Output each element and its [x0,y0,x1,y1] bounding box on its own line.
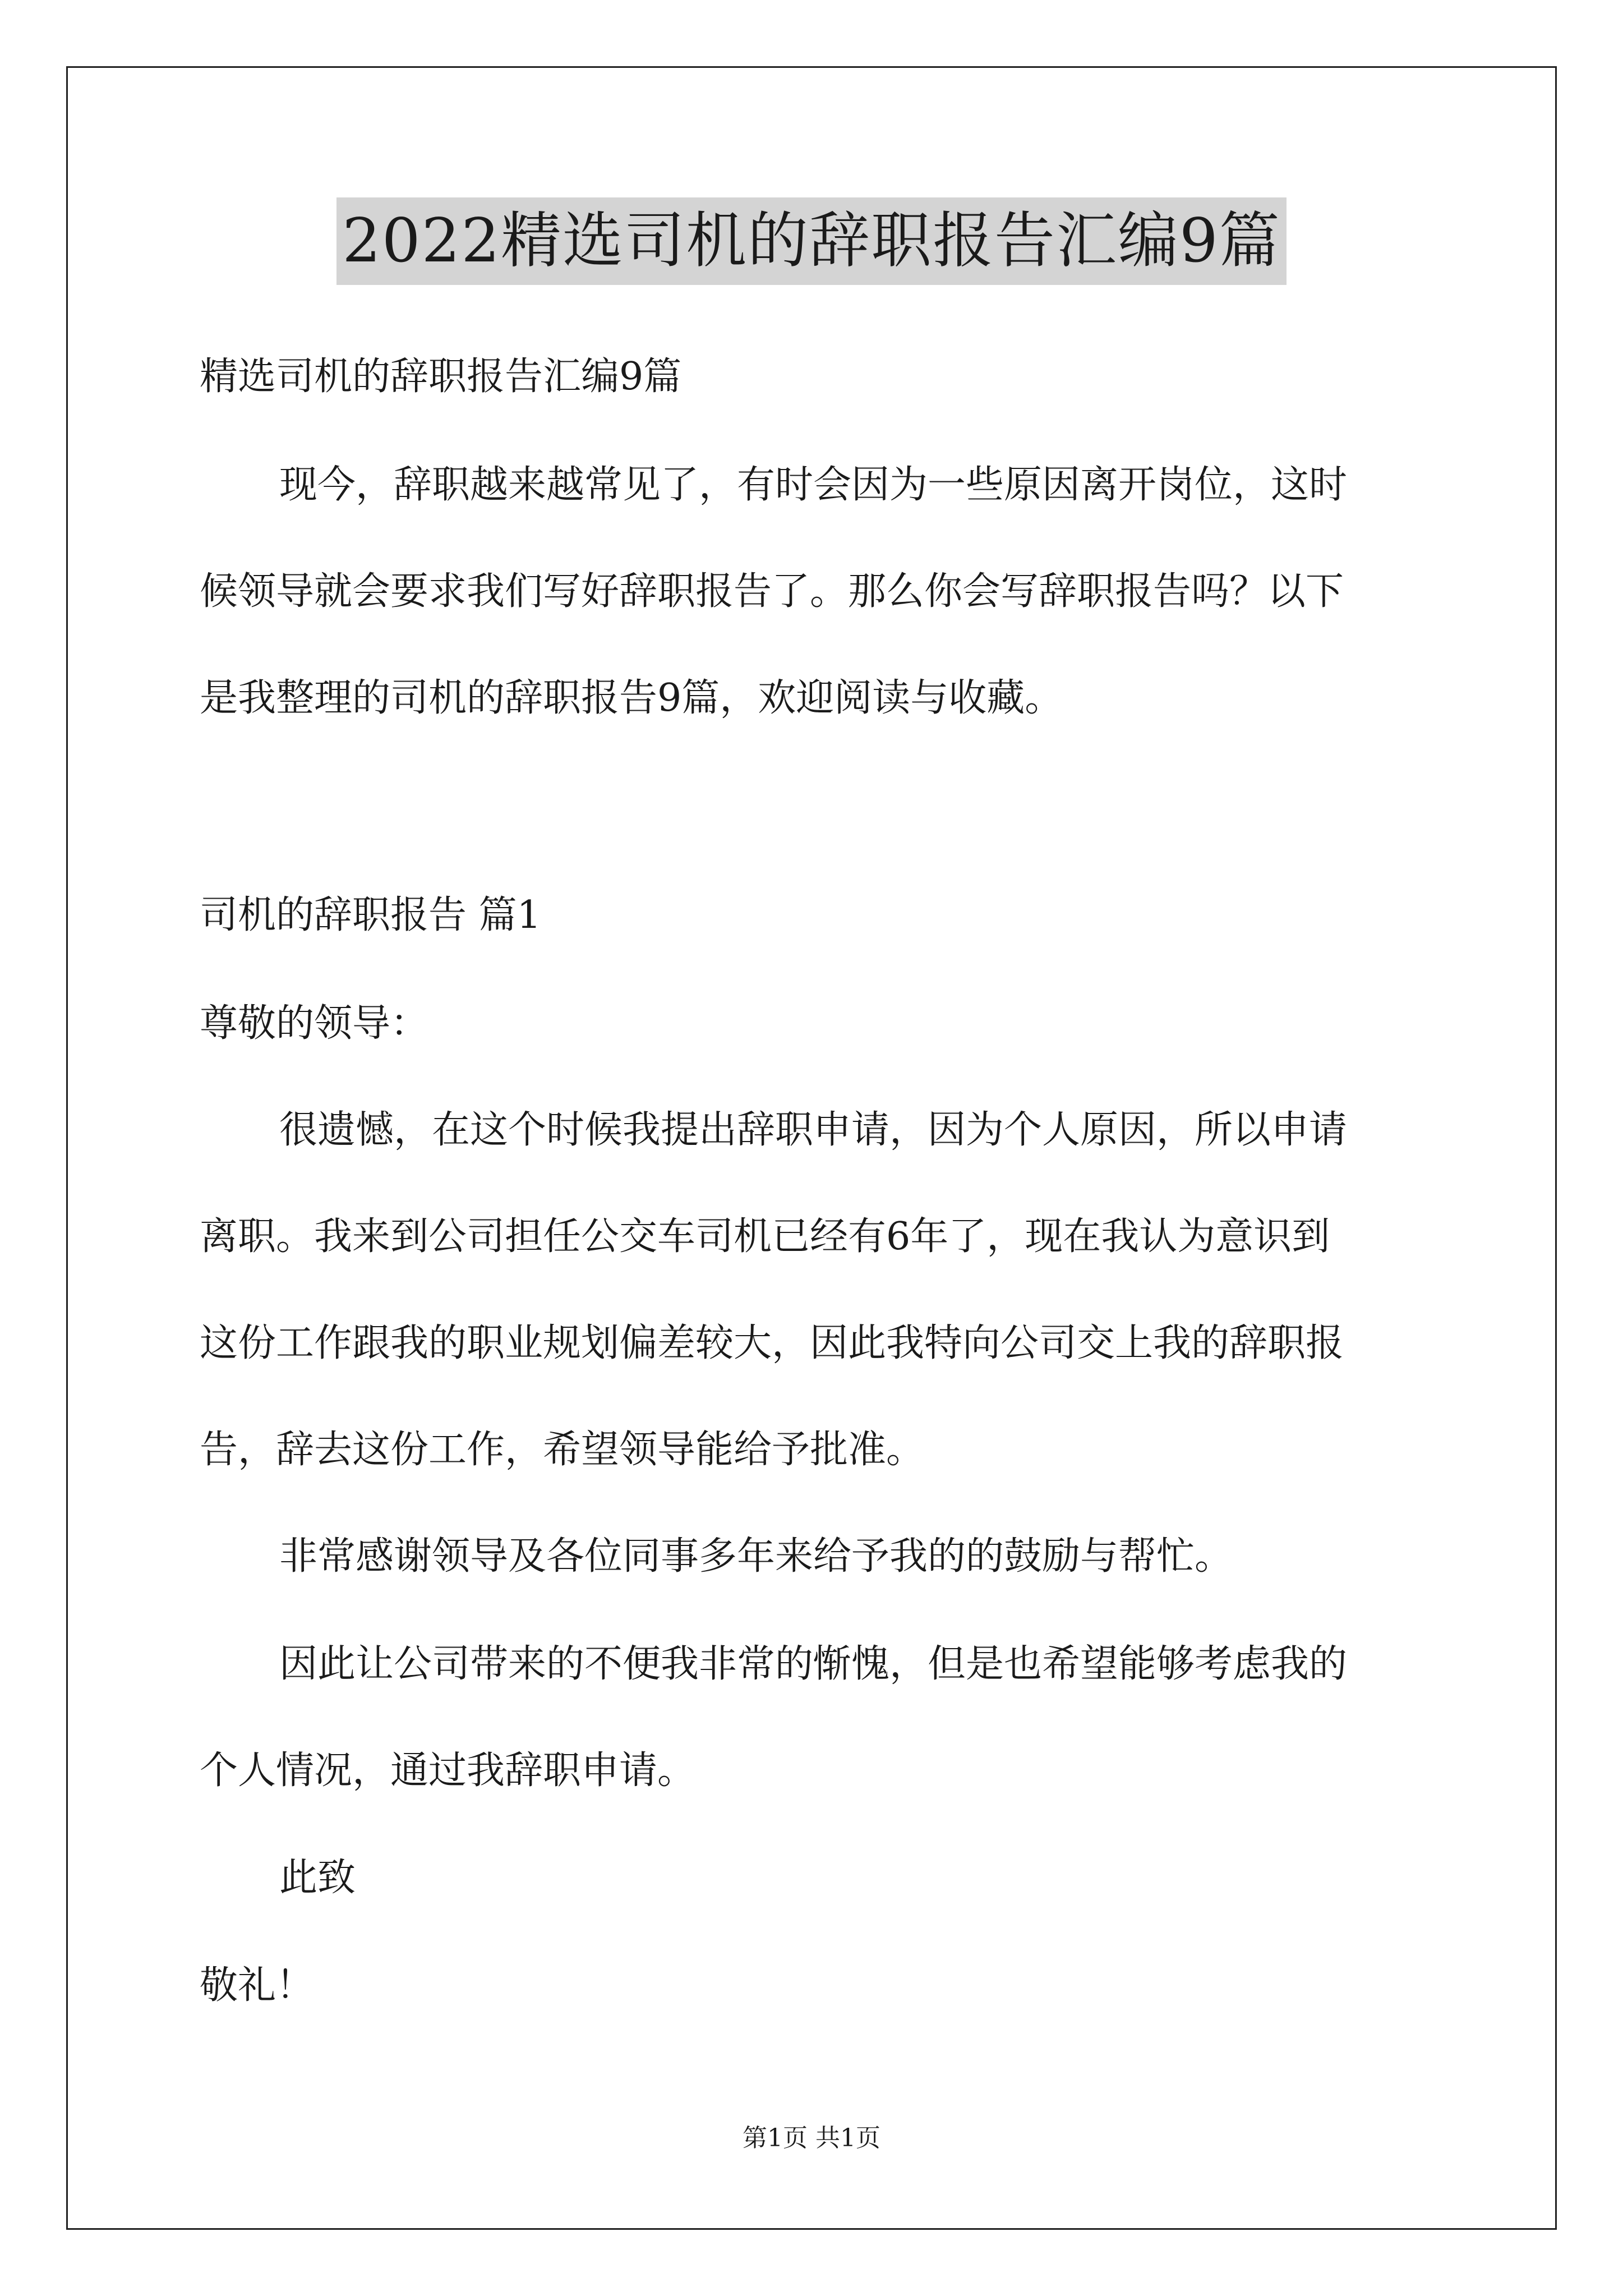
title-container [0,197,1623,285]
page-number-footer: 第1页 共1页 [743,2124,880,2152]
intro-line-2: 候领导就会要求我们写好辞职报告了。那么你会写辞职报告吗？以下 [200,569,1344,614]
paragraph-2: 非常感谢领导及各位同事多年来给予我的的鼓励与帮忙。 [279,1534,1233,1579]
document-subtitle: 精选司机的辞职报告汇编9篇 [200,355,682,399]
closing-regards: 此致 [279,1856,356,1900]
closing-salute: 敬礼！ [200,1963,315,2008]
intro-line-1: 现今，辞职越来越常见了，有时会因为一些原因离开岗位，这时 [279,463,1348,507]
document-title: 2022精选司机的辞职报告汇编9篇 [336,197,1287,285]
paragraph-3-line-1: 因此让公司带来的不便我非常的惭愧，但是也希望能够考虑我的 [279,1642,1348,1686]
paragraph-1-line-1: 很遗憾，在这个时候我提出辞职申请，因为个人原因，所以申请 [279,1108,1348,1152]
salutation: 尊敬的领导： [200,1001,429,1046]
intro-line-3: 是我整理的司机的辞职报告9篇，欢迎阅读与收藏。 [200,676,1063,720]
paragraph-1-line-3: 这份工作跟我的职业规划偏差较大，因此我特向公司交上我的辞职报 [200,1321,1344,1365]
section-heading: 司机的辞职报告 篇1 [200,893,541,937]
paragraph-1-line-4: 告，辞去这份工作，希望领导能给予批准。 [200,1428,925,1472]
paragraph-1-line-2: 离职。我来到公司担任公交车司机已经有6年了，现在我认为意识到 [200,1214,1330,1259]
paragraph-3-line-2: 个人情况，通过我辞职申请。 [200,1749,696,1793]
